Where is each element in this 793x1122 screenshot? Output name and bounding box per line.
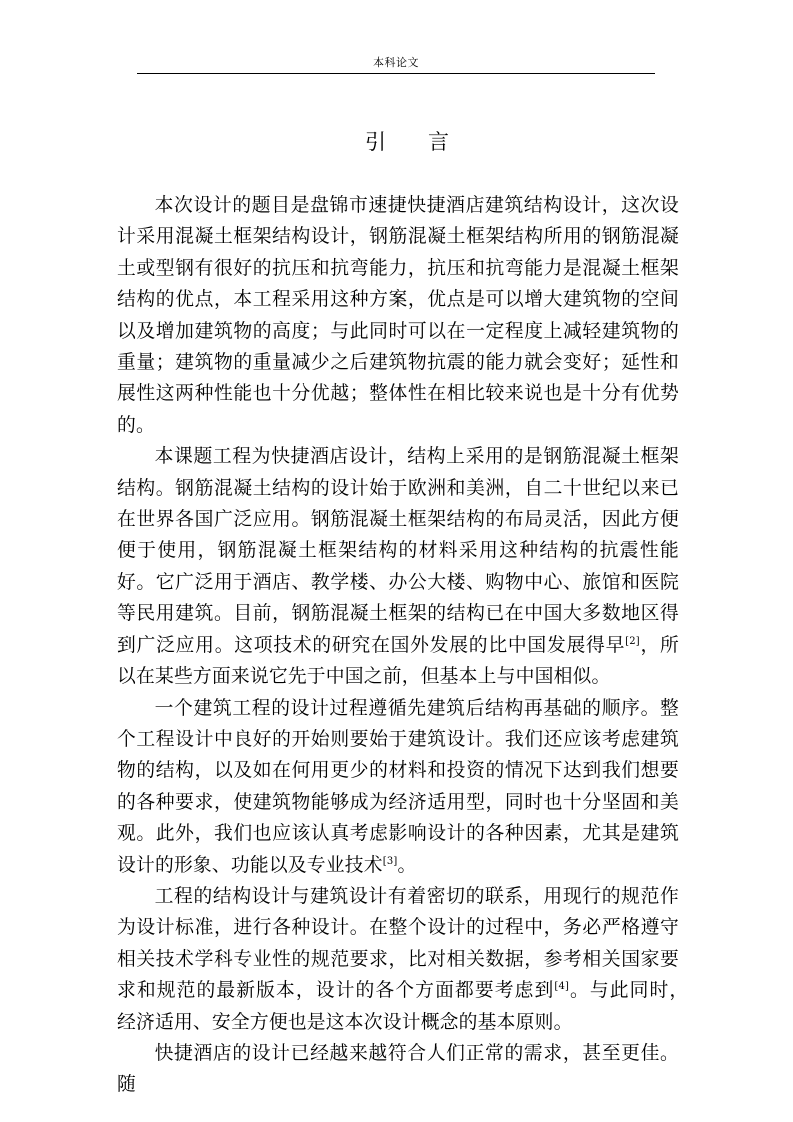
paragraph-5: 快捷酒店的设计已经越来越符合人们正常的需求，甚至更佳。随 — [117, 1042, 679, 1096]
header-rule — [137, 73, 655, 74]
citation-ref: [2] — [625, 635, 640, 647]
paragraph-4 — [117, 881, 698, 1038]
paragraph-3 — [117, 693, 679, 881]
section-title — [137, 126, 677, 158]
paragraph-text: 。 — [397, 854, 417, 876]
paragraph-text: ，所以在某些方面来说它先于中国之前，但基本上与中国相似。 — [117, 634, 679, 688]
section-title-char-2: 言 — [428, 130, 449, 154]
paragraph-text: 一个建筑工程的设计过程遵循先建筑后结构再基础的顺序。整个工程设计中良好的开始则要始于建筑设计。我们还应该考虑建筑物的结构，以及如在何用更少的材料和投资的情况下达到我们想要的各种要求，使建筑物能够成为经济适用型，同时也十分坚固和美观。此外，我们也应该认真考虑影响设计的各种因素，尤其是建筑设计的形象、功能以及专业技术 — [117, 697, 679, 876]
citation-ref: [4] — [554, 981, 570, 993]
section-title-char-1: 引 — [365, 130, 386, 154]
paragraph-text: 本课题工程为快捷酒店设计，结构上采用的是钢筋混凝土框架结构。钢筋混凝土结构的设计始于欧洲和美洲，自二十世纪以来已在世界各国广泛应用。钢筋混凝土框架结构的布局灵活，因此方便便于使用，钢筋混凝土框架结构的材料采用这种结构的抗震性能好。它广泛用于酒店、教学楼、办公大楼、购物中心、旅馆和医院等民用建筑。目前，钢筋混凝土框架的结构已在中国大多数地区得到广泛应用。这项技术的研究在国外发展的比中国发展得早 — [117, 446, 679, 656]
paragraph-text: 工程的结构设计与建筑设计有着密切的联系，用现行的规范作为设计标准，进行各种设计。在整个设计的过程中，务必严格遵守相关技术学科专业性的规范要求，比对相关数据，参考相关国家要求和规范的最新版本，设计的各个方面都要考虑到 — [117, 885, 679, 1002]
paragraph-2 — [117, 441, 679, 692]
running-header: 本科论文 — [373, 56, 419, 69]
paragraph-1: 本次设计的题目是盘锦市速捷快捷酒店建筑结构设计，这次设计采用混凝土框架结构设计，钢筋混凝土框架结构所用的钢筋混凝土或型钢有很好的抗压和抗弯能力，抗压和抗弯能力是混凝土框架结构的优点，本工程采用这种方案，优点是可以增大建筑物的空间以及增加建筑物的高度；与此同时可以在一定程度上减轻建筑物的重量；建筑物的重量减少之后建筑物抗震的能力就会变好；延性和展性这两种性能也十分优越；整体性在相比较来说也是十分有优势的。 — [117, 195, 679, 436]
citation-ref: [3] — [382, 855, 398, 867]
body-text — [117, 190, 698, 1101]
paragraph-text: 。与此同时， 经济适用、安全方便也是这本次设计概念的基本原则。 — [117, 980, 698, 1033]
